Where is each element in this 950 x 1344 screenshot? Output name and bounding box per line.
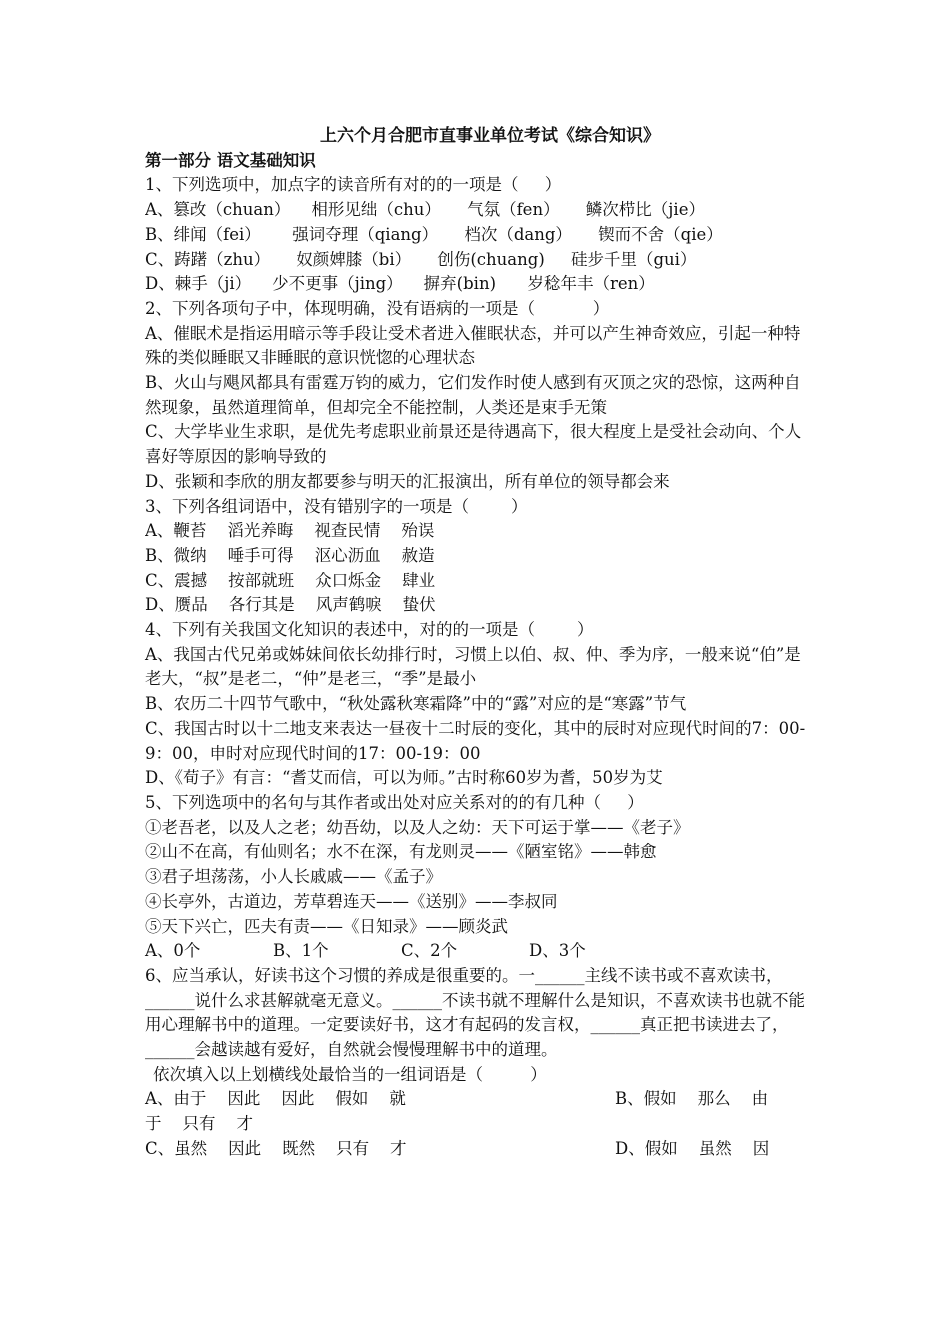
option-d: D、赝品 各行其是 风声鹤唳 蛰伏 <box>145 595 436 615</box>
quote-item: ③君子坦荡荡，小人长戚戚——《孟子》 <box>145 867 442 887</box>
document-body <box>145 124 815 1162</box>
question-5 <box>145 791 815 964</box>
option-row-cd <box>145 1137 815 1162</box>
question-3 <box>145 495 815 619</box>
option-d: D、棘手（ji） 少不更事（jing） 摒弃(bin) 岁稔年丰（ren） <box>145 274 655 294</box>
question-stem: 1、下列选项中，加点字的读音所有对的的一项是（ ） <box>145 175 562 195</box>
option-d: D、假如 虽然 因 <box>615 1138 770 1158</box>
quote-item: ⑤天下兴亡，匹夫有责——《日知录》——顾炎武 <box>145 916 508 936</box>
option-d: D、3个 <box>529 941 586 961</box>
question-stem: 5、下列选项中的名句与其作者或出处对应关系对的的有几种（ ） <box>145 792 644 812</box>
option-a: A、催眠术是指运用暗示等手段让受术者进入催眠状态，并可以产生神奇效应，引起一种特殊的类似睡眠又非睡眠的意识恍惚的心理状态 <box>145 323 801 368</box>
option-b-continued: 于 只有 才 <box>145 1114 253 1134</box>
option-b: B、火山与飓风都具有雷霆万钧的威力，它们发作时使人感到有灭顶之灾的恐惊，这两种自然现象，虽然道理简单，但却完全不能控制，人类还是束手无策 <box>145 373 801 417</box>
answer-options <box>145 939 815 964</box>
option-c: C、虽然 因此 既然 只有 才 <box>145 1138 407 1158</box>
option-b: B、微纳 唾手可得 沤心沥血 赦造 <box>145 545 435 565</box>
question-stem: 4、下列有关我国文化知识的表述中，对的的一项是（ ） <box>145 620 594 640</box>
question-stem: 3、下列各组词语中，没有错别字的一项是（ ） <box>145 496 528 516</box>
option-a: A、由于 因此 因此 假如 就 <box>145 1089 406 1109</box>
question-2 <box>145 297 815 495</box>
option-row-ab <box>145 1087 815 1112</box>
option-b: B、假如 那么 由 <box>615 1089 769 1109</box>
option-b: B、1个 <box>273 941 329 961</box>
quote-item: ④长亭外，古道边，芳草碧连天——《送别》——李叔同 <box>145 891 558 911</box>
quote-item: ①老吾老，以及人之老；幼吾幼，以及人之幼：天下可运于掌——《老子》 <box>145 817 690 837</box>
option-c: C、我国古时以十二地支来表达一昼夜十二时辰的变化，其中的辰时对应现代时间的7：00-9：00，申时对应现代时间的17：00-19：00 <box>145 718 806 763</box>
option-a: A、鞭苔 滔光养晦 视查民情 殆误 <box>145 521 435 541</box>
question-6 <box>145 964 815 1162</box>
question-instruction: 依次填入以上划横线处最恰当的一组词语是（ ） <box>153 1064 547 1084</box>
question-1 <box>145 173 815 297</box>
section-heading: 第一部分 语文基础知识 <box>145 150 316 170</box>
option-c: C、大学毕业生求职，是优先考虑职业前景还是待遇高下，很大程度上是受社会动向、个人喜好等原因的影响导致的 <box>145 422 802 467</box>
option-d: D、张颖和李欣的朋友都要参与明天的汇报演出，所有单位的领导都会来 <box>145 471 670 491</box>
option-d: D、《荀子》有言：“耆艾而信，可以为师。”古时称60岁为耆，50岁为艾 <box>145 768 663 788</box>
option-c: C、踌躇（zhu） 奴颜婢膝（bi） 创伤(chuang) 硅步千里（gui） <box>145 249 697 269</box>
option-c: C、2个 <box>401 941 458 961</box>
option-b: B、绯闻（fei） 强词夺理（qiang） 档次（dang） 锲而不舍（qie） <box>145 224 723 244</box>
question-stem: 6、应当承认，好读书这个习惯的养成是很重要的。一______主线不读书或不喜欢读书，______说什么求甚解就毫无意义。______不读书就不理解什么是知识，不喜欢读书也就不能用心理解书中的道理。一定要读好书，这才有起码的发言权，______真正把书读进去了，______会越读越有爱好，自然就会慢慢理解书中的道理。 <box>145 965 805 1060</box>
option-a: A、0个 <box>145 941 201 961</box>
option-a: A、篡改（chuan） 相形见绌（chu） 气氛（fen） 鳞次栉比（jie） <box>145 200 705 220</box>
question-4 <box>145 618 815 791</box>
document-title: 上六个月合肥市直事业单位考试《综合知识》 <box>320 126 660 146</box>
option-c: C、震撼 按部就班 众口烁金 肆业 <box>145 570 436 590</box>
question-stem: 2、下列各项句子中，体现明确，没有语病的一项是（ ） <box>145 298 610 318</box>
option-a: A、我国古代兄弟或姊妹间依长幼排行时，习惯上以伯、叔、仲、季为序，一般来说“伯”是老大，“叔”是老二，“仲”是老三，“季”是最小 <box>145 644 801 689</box>
quote-item: ②山不在高，有仙则名；水不在深，有龙则灵——《陋室铭》——韩愈 <box>145 842 657 862</box>
option-b: B、农历二十四节气歌中，“秋处露秋寒霜降”中的“露”对应的是“寒露”节气 <box>145 694 687 714</box>
